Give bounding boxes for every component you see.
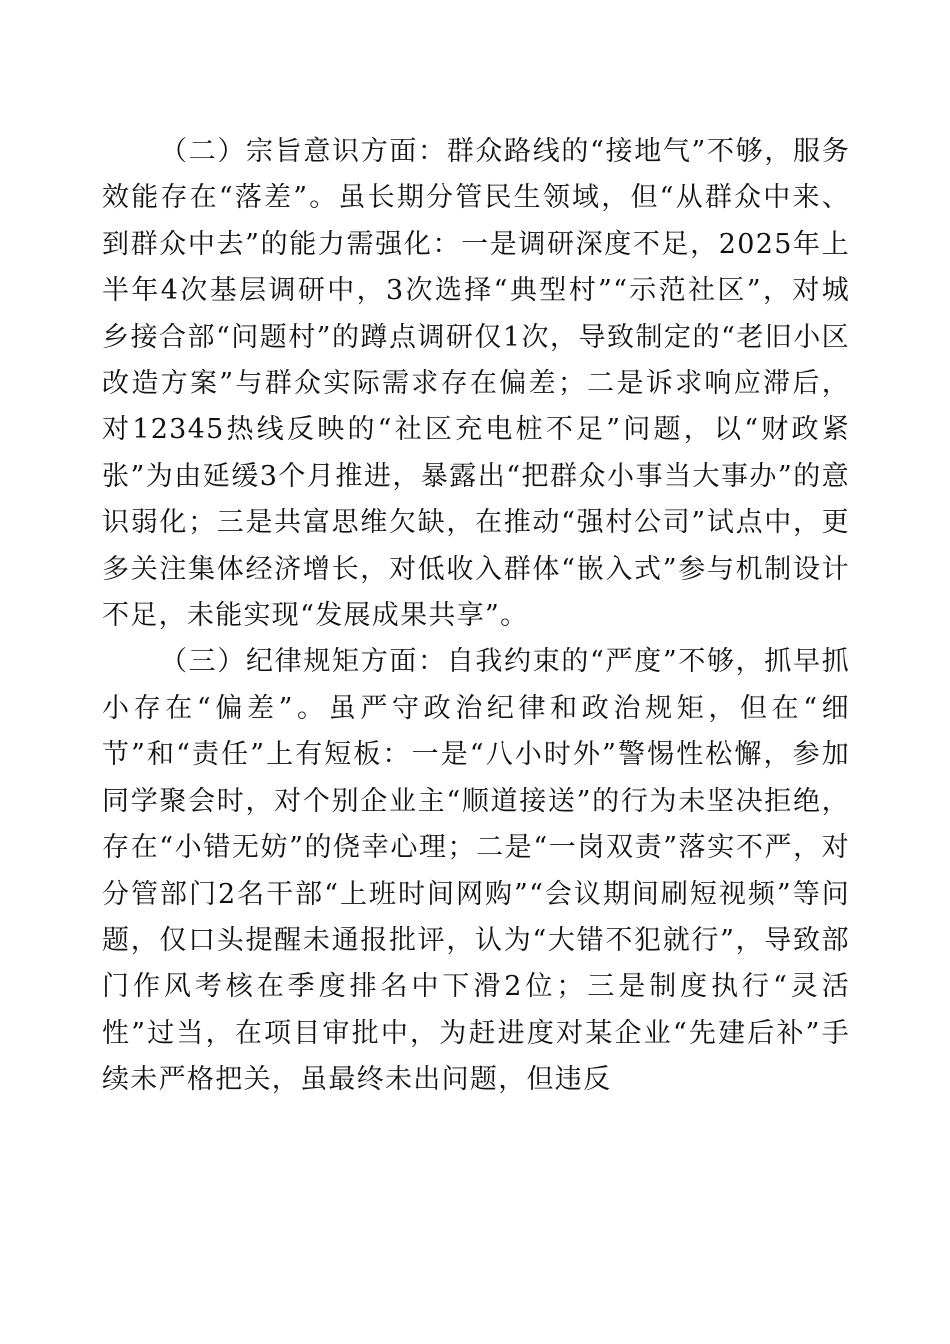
paragraph-purpose-awareness: （二）宗旨意识方面：群众路线的“接地气”不够，服务效能存在“落差”。虽长期分管民生领域，但“从群众中来、到群众中去”的能力需强化：一是调研深度不足，2025年上半年4次基层调研中，3次选择“典型村”“示范社区”，对城乡接合部“问题村”的蹲点调研仅1次，导致制定的“老旧小区改造方案”与群众实际需求存在偏差；二是诉求响应滞后，对12345热线反映的“社区充电桩不足”问题，以“财政紧张”为由延缓3个月推进，暴露出“把群众小事当大事办”的意识弱化；三是共富思维欠缺，在推动“强村公司”试点中，更多关注集体经济增长，对低收入群体“嵌入式”参与机制设计不足，未能实现“发展成果共享”。 (102, 136, 850, 632)
paragraph-discipline-rules: （三）纪律规矩方面：自我约束的“严度”不够，抓早抓小存在“偏差”。虽严守政治纪律和政治规矩，但在“细节”和“责任”上有短板：一是“八小时外”警惕性松懈，参加同学聚会时，对个别企业主“顺道接送”的行为未坚决拒绝，存在“小错无妨”的侥幸心理；二是“一岗双责”落实不严，对分管部门2名干部“上班时间网购”“会议期间刷短视频”等问题，仅口头提醒未通报批评，认为“大错不犯就行”，导致部门作风考核在季度排名中下滑2位；三是制度执行“灵活性”过当，在项目审批中，为赶进度对某企业“先建后补”手续未严格把关，虽最终未出问题，但违反 (102, 646, 850, 1096)
document-body (102, 129, 850, 1104)
